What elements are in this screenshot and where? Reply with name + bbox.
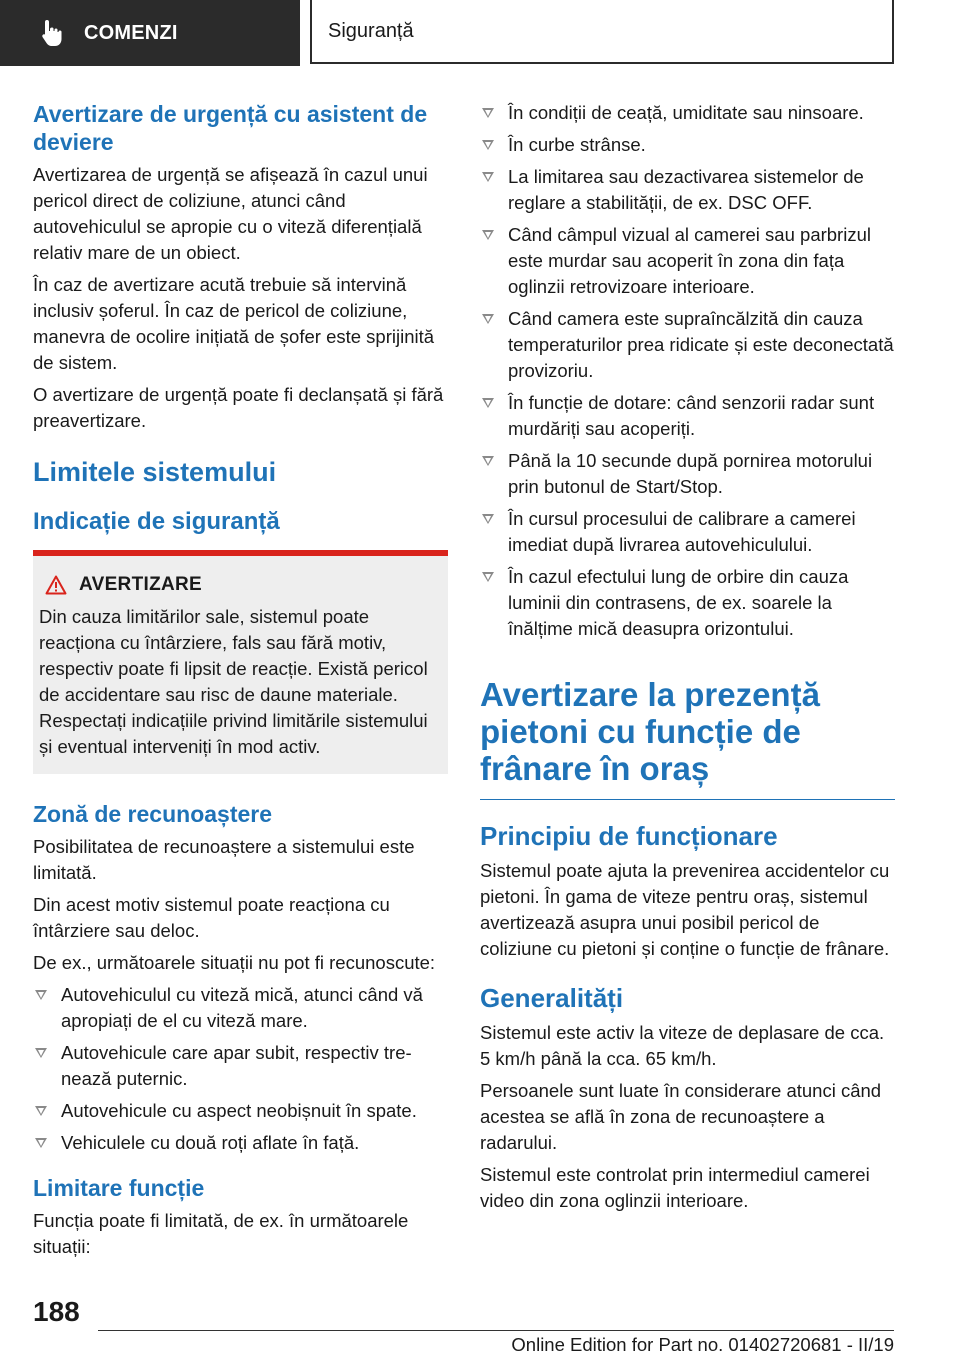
bullet-triangle-icon	[482, 314, 494, 324]
page-number: 188	[33, 1296, 80, 1327]
list-item: Când câmpul vizual al camerei sau parbrizul este murdar sau acoperit în zona din fața oglinzii retrovizoare interioare.	[480, 222, 895, 300]
heading-general: Generalități	[480, 983, 624, 1013]
paragraph: Sistemul este activ la viteze de deplasare de cca. 5 km/h până la cca. 65 km/h.	[480, 1022, 885, 1069]
warning-box	[33, 550, 448, 774]
list-item: Autovehiculul cu viteză mică, atunci când vă apropiați de el cu viteză mare.	[33, 982, 448, 1034]
breadcrumb-text: Siguranță	[328, 19, 414, 42]
paragraph: Sistemul este controlat prin intermediul camerei video din zona oglinzii interioare.	[480, 1164, 870, 1211]
heading-emergency-warning: Avertizare de urgență cu asistent de deviere	[33, 101, 428, 155]
paragraph: De ex., următoarele situații nu pot fi recunoscute:	[33, 952, 436, 973]
list-item: În cazul efectului lung de orbire din cauza luminii din contrasens, de ex. soarele la înălțime mică deasupra orizontului.	[480, 564, 895, 642]
list-item: În curbe strânse.	[480, 132, 895, 158]
paragraph: Persoanele sunt luate în considerare atunci când acestea se află în zona de recunoaștere a radarului.	[480, 1080, 882, 1153]
bullet-triangle-icon	[482, 456, 494, 466]
right-column	[480, 100, 895, 1220]
left-column	[33, 100, 448, 1266]
heading-function-limit: Limitare funcție	[33, 1175, 205, 1201]
divider	[480, 799, 895, 800]
paragraph: Sistemul poate ajuta la prevenirea accidentelor cu pietoni. În gama de viteze pentru oraș, sistemul avertizează asupra unui posibil pericol de coliziune cu pietoni și conține o funcție de frânare.	[480, 860, 890, 959]
paragraph: Funcția poate fi limitată, de ex. în următoarele situații:	[33, 1210, 409, 1257]
list-item: În funcție de dotare: când senzorii radar sunt murdăriți sau acoperiți.	[480, 390, 895, 442]
list-item: Până la 10 secunde după pornirea motorului prin butonul de Start/Stop.	[480, 448, 895, 500]
section-label: COMENZI	[84, 21, 178, 44]
heading-operating-principle: Principiu de funcționare	[480, 821, 778, 851]
list-item: Autovehicule cu aspect neobișnuit în spate.	[33, 1098, 448, 1124]
warning-triangle-icon	[45, 575, 67, 595]
heading-recognition-zone: Zonă de recunoaștere	[33, 801, 273, 827]
list-item: În cursul procesului de calibrare a camerei imediat după livrarea autovehiculului.	[480, 506, 895, 558]
bullet-triangle-icon	[482, 172, 494, 182]
paragraph: Din acest motiv sistemul poate reacționa cu întârziere sau deloc.	[33, 894, 390, 941]
warning-title: AVERTIZARE	[79, 574, 202, 595]
list-item: La limitarea sau dezactivarea sistemelor de reglare a stabilității, de ex. DSC OFF.	[480, 164, 895, 216]
list-item: Când camera este supraîncălzită din cauza temperaturilor prea ridicate și este deconectată provizoriu.	[480, 306, 895, 384]
list-item: În condiții de ceață, umiditate sau ninsoare.	[480, 100, 895, 126]
bullet-triangle-icon	[35, 1048, 47, 1058]
bullet-triangle-icon	[482, 398, 494, 408]
paragraph: O avertizare de urgență poate fi declanșată și fără preavertizare.	[33, 384, 444, 431]
bullet-triangle-icon	[482, 572, 494, 582]
bullet-triangle-icon	[35, 1138, 47, 1148]
section-tab[interactable]	[0, 0, 300, 66]
bullet-triangle-icon	[482, 108, 494, 118]
paragraph: În caz de avertizare acută trebuie să intervină inclusiv șoferul. În caz de pericol de coliziune, manevra de ocolire inițiată de șofer este sprijinită de sistem.	[33, 274, 435, 373]
hand-pointer-icon	[40, 18, 66, 48]
heading-system-limits: Limitele sistemului	[33, 457, 277, 487]
function-limit-list	[480, 100, 895, 642]
paragraph: Posibilitatea de recunoaștere a sistemului este limitată.	[33, 836, 415, 883]
bullet-triangle-icon	[35, 1106, 47, 1116]
edition-text: Online Edition for Part no. 01402720681 - II/19	[511, 1334, 894, 1355]
list-item: Autovehicule care apar subit, respectiv trenează puternic.	[33, 1040, 448, 1092]
bullet-triangle-icon	[482, 230, 494, 240]
heading-safety-note: Indicație de siguranță	[33, 508, 280, 535]
footer-divider	[98, 1330, 894, 1331]
bullet-triangle-icon	[482, 514, 494, 524]
breadcrumb[interactable]	[310, 0, 894, 64]
recognition-list	[33, 982, 448, 1156]
bullet-triangle-icon	[35, 990, 47, 1000]
bullet-triangle-icon	[482, 140, 494, 150]
list-item: Vehiculele cu două roți aflate în față.	[33, 1130, 448, 1156]
warning-text: Din cauza limitărilor sale, sistemul poate reacționa cu întârziere, fals sau fără motiv, respectiv poate fi lipsit de reacție. Există pericol de accidentare sau risc de daune materiale. Respectați indicațiile privind limitările sistemului și eventual interveniți în mod activ.	[39, 606, 428, 757]
heading-pedestrian-warning: Avertizare la prezență pietoni cu funcție de frânare în oraș	[480, 676, 820, 787]
paragraph: Avertizarea de urgență se afișează în cazul unui pericol direct de coliziune, atunci când autovehiculul se apropie cu o viteză diferențială relativ mare de un obiect.	[33, 164, 428, 263]
